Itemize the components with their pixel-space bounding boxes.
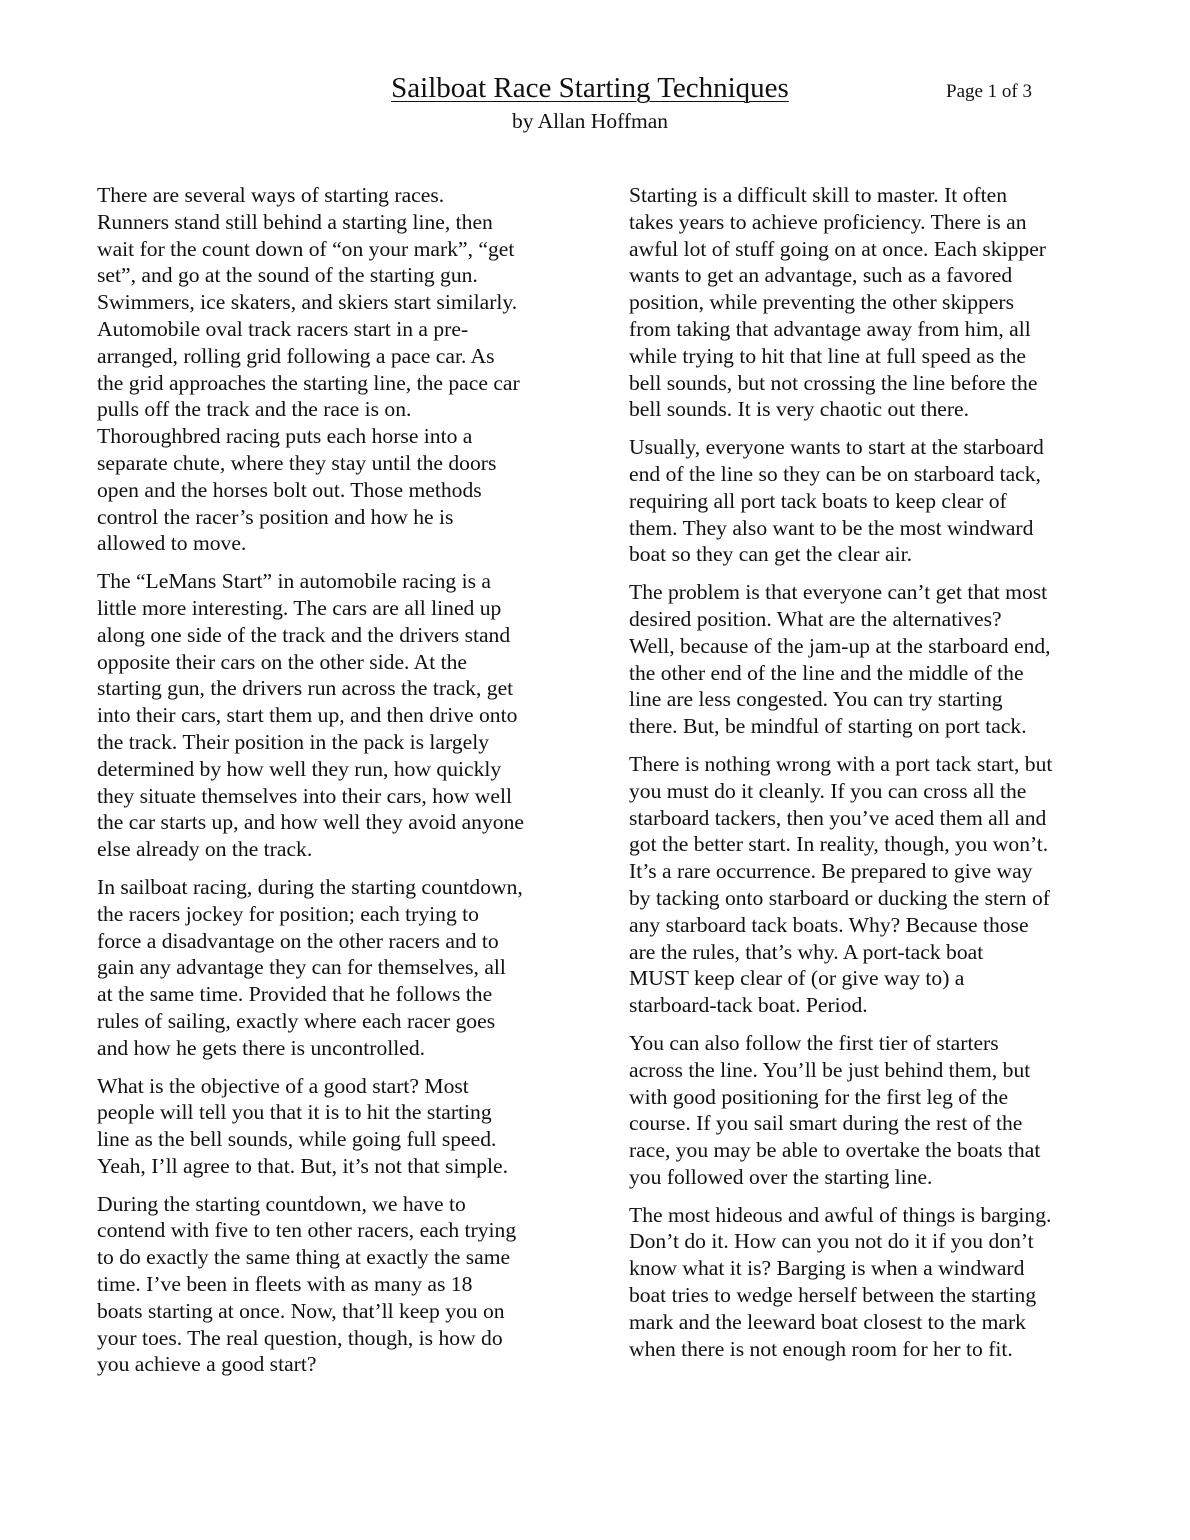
text-line: set”, and go at the sound of the starting gun.: [97, 263, 478, 288]
text-line: There is nothing wrong with a port tack start, but: [629, 751, 1053, 776]
text-line: boat tries to wedge herself between the starting: [629, 1283, 1037, 1308]
text-line: you must do it cleanly. If you can cross all the: [629, 778, 1027, 803]
text-line: got the better start. In reality, though, you won’t.: [629, 832, 1049, 857]
text-line: your toes. The real question, though, is how do: [97, 1325, 503, 1350]
text-line: Yeah, I’ll agree to that. But, it’s not that simple.: [97, 1153, 509, 1178]
text-line: while trying to hit that line at full speed as the: [629, 343, 1026, 368]
text-line: desired position. What are the alternatives?: [629, 606, 1002, 631]
text-line: starboard tackers, then you’ve aced them all and: [629, 805, 1047, 830]
text-line: from taking that advantage away from him, all: [629, 316, 1031, 341]
text-line: The most hideous and awful of things is barging.: [629, 1202, 1052, 1227]
text-line: the racers jockey for position; each trying to: [97, 901, 479, 926]
text-line: into their cars, start them up, and then drive onto: [97, 703, 518, 728]
text-line: the track. Their position in the pack is largely: [97, 729, 489, 754]
paragraph: [629, 434, 1099, 568]
text-line: position, while preventing the other skippers: [629, 290, 1015, 315]
text-line: bell sounds. It is very chaotic out there.: [629, 397, 970, 422]
text-line: wait for the count down of “on your mark”, “get: [97, 236, 515, 261]
text-line: In sailboat racing, during the starting countdown,: [97, 874, 523, 899]
text-line: the grid approaches the starting line, the pace car: [97, 370, 520, 395]
paragraph: [629, 751, 1099, 1019]
text-line: Well, because of the jam-up at the starboard end,: [629, 633, 1051, 658]
text-line: rules of sailing, exactly where each racer goes: [97, 1008, 496, 1033]
text-line: There are several ways of starting races.: [97, 183, 445, 207]
text-line: there. But, be mindful of starting on port tack.: [629, 714, 1027, 739]
text-line: starting gun, the drivers run across the track, get: [97, 676, 514, 701]
text-line: separate chute, where they stay until the doors: [97, 450, 497, 475]
text-line: MUST keep clear of (or give way to) a: [629, 966, 965, 991]
text-line: are the rules, that’s why. A port-tack boat: [629, 939, 984, 964]
text-line: boats starting at once. Now, that’ll keep you on: [97, 1298, 505, 1323]
text-line: boat so they can get the clear air.: [629, 542, 912, 567]
author-byline: by Allan Hoffman: [511, 109, 669, 133]
text-line: Automobile oval track racers start in a pre-: [97, 316, 469, 341]
paragraph: [629, 182, 1099, 423]
paragraph: [97, 874, 572, 1062]
text-line: by tacking onto starboard or ducking the stern of: [629, 885, 1050, 910]
text-line: wants to get an advantage, such as a favored: [629, 263, 1013, 288]
text-line: force a disadvantage on the other racers and to: [97, 928, 499, 953]
text-line: allowed to move.: [97, 531, 247, 556]
text-line: they situate themselves into their cars, how well: [97, 783, 512, 808]
text-line: pulls off the track and the race is on.: [97, 397, 412, 422]
text-line: and how he gets there is uncontrolled.: [97, 1035, 426, 1060]
paragraph: [97, 568, 572, 863]
text-line: Starting is a difficult skill to master. It often: [629, 183, 1008, 207]
text-line: It’s a rare occurrence. Be prepared to give way: [629, 859, 1033, 884]
paragraph: [97, 1073, 572, 1180]
text-line: the car starts up, and how well they avoid anyone: [97, 810, 524, 835]
text-line: Runners stand still behind a starting line, then: [97, 209, 493, 234]
text-line: know what it is? Barging is when a windward: [629, 1256, 1025, 1281]
text-line: with good positioning for the first leg of the: [629, 1084, 1009, 1109]
text-line: them. They also want to be the most windward: [629, 515, 1034, 540]
text-line: to do exactly the same thing at exactly the same: [97, 1245, 511, 1270]
text-line: across the line. You’ll be just behind them, but: [629, 1057, 1031, 1082]
text-line: starboard-tack boat. Period.: [629, 993, 868, 1018]
text-line: along one side of the track and the drivers stand: [97, 622, 511, 647]
text-line: you achieve a good start?: [97, 1352, 317, 1377]
paragraph: [97, 182, 572, 557]
left-column: [97, 182, 572, 1389]
text-line: arranged, rolling grid following a pace car. As: [97, 343, 495, 368]
page-number: Page 1 of 3: [946, 81, 1033, 102]
text-line: else already on the track.: [97, 837, 313, 862]
text-line: The problem is that everyone can’t get that most: [629, 580, 1048, 605]
text-line: Usually, everyone wants to start at the starboard: [629, 435, 1044, 460]
text-line: race, you may be able to overtake the boats that: [629, 1138, 1041, 1163]
text-line: line are less congested. You can try starting: [629, 687, 1003, 712]
text-line: the other end of the line and the middle of the: [629, 660, 1024, 685]
text-line: mark and the leeward boat closest to the mark: [629, 1309, 1026, 1334]
text-line: awful lot of stuff going on at once. Each skipper: [629, 236, 1046, 261]
text-line: course. If you sail smart during the rest of the: [629, 1111, 1023, 1136]
paragraph: [629, 579, 1099, 740]
text-line: What is the objective of a good start? Most: [97, 1073, 469, 1098]
text-line: when there is not enough room for her to fit.: [629, 1336, 1013, 1361]
text-line: open and the horses bolt out. Those methods: [97, 477, 482, 502]
text-line: line as the bell sounds, while going full speed.: [97, 1127, 497, 1152]
text-line: you followed over the starting line.: [629, 1164, 933, 1189]
paragraph: [97, 1191, 572, 1379]
text-line: The “LeMans Start” in automobile racing is a: [97, 569, 491, 594]
text-line: people will tell you that it is to hit the starting: [97, 1100, 492, 1125]
text-line: control the racer’s position and how he is: [97, 504, 454, 529]
text-line: at the same time. Provided that he follows the: [97, 982, 493, 1007]
text-line: gain any advantage they can for themselves, all: [97, 955, 506, 980]
text-line: During the starting countdown, we have to: [97, 1191, 466, 1216]
text-line: contend with five to ten other racers, each trying: [97, 1218, 517, 1243]
text-line: You can also follow the first tier of starters: [629, 1030, 999, 1055]
text-line: Swimmers, ice skaters, and skiers start similarly.: [97, 290, 518, 315]
text-line: opposite their cars on the other side. At the: [97, 649, 468, 674]
text-line: any starboard tack boats. Why? Because those: [629, 912, 1029, 937]
text-line: takes years to achieve proficiency. There is an: [629, 209, 1027, 234]
text-line: time. I’ve been in fleets with as many as 18: [97, 1272, 473, 1297]
text-line: Thoroughbred racing puts each horse into a: [97, 424, 473, 449]
document-title: Sailboat Race Starting Techniques: [391, 72, 789, 104]
text-line: requiring all port tack boats to keep clear of: [629, 488, 1007, 513]
text-line: Don’t do it. How can you not do it if you don’t: [629, 1229, 1034, 1254]
text-line: determined by how well they run, how quickly: [97, 756, 502, 781]
paragraph: [629, 1030, 1099, 1191]
text-line: end of the line so they can be on starboard tack,: [629, 461, 1041, 486]
paragraph: [629, 1202, 1099, 1363]
text-line: bell sounds, but not crossing the line before the: [629, 370, 1038, 395]
right-column: [629, 182, 1099, 1373]
text-line: little more interesting. The cars are all lined up: [97, 595, 502, 620]
